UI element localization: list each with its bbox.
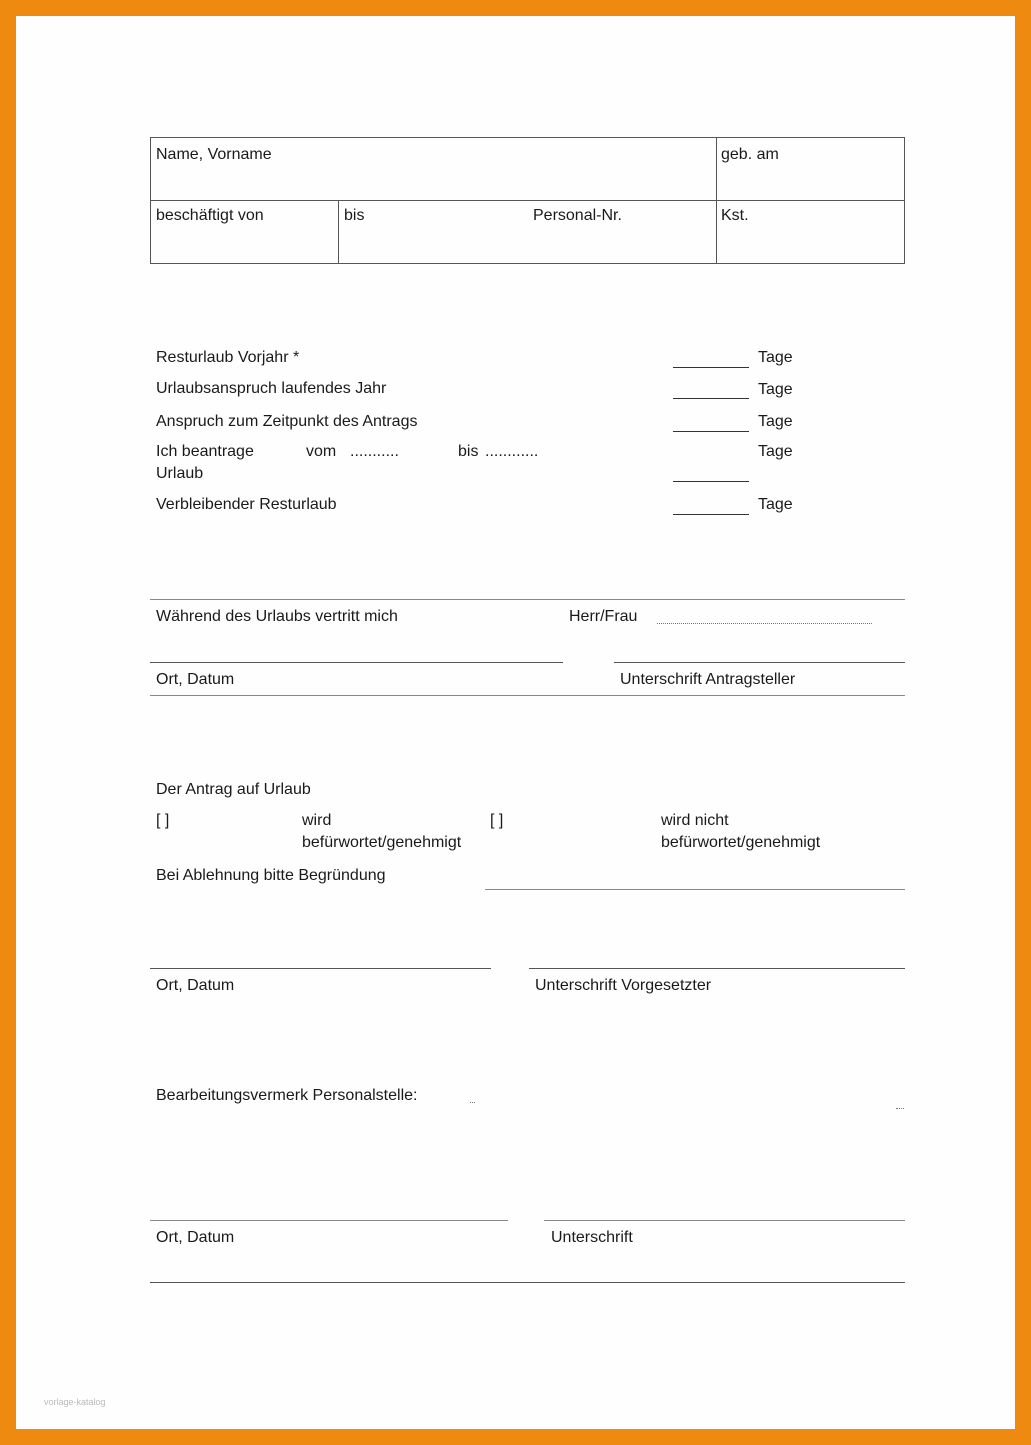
entitlement-current-blank[interactable] xyxy=(673,398,749,399)
rejection-reason-line[interactable] xyxy=(485,889,905,890)
approved-label-line1: wird xyxy=(302,812,332,829)
applicant-place-date-line[interactable] xyxy=(150,662,563,663)
rejection-reason-label: Bei Ablehnung bitte Begründung xyxy=(156,867,386,884)
days-unit: Tage xyxy=(758,443,793,460)
hr-signature-label: Unterschrift xyxy=(551,1229,633,1246)
entitlement-at-request-label: Anspruch zum Zeitpunkt des Antrags xyxy=(156,413,418,430)
days-unit: Tage xyxy=(758,349,793,366)
hr-place-date-line[interactable] xyxy=(150,1220,508,1221)
table-divider-right xyxy=(716,137,717,264)
applicant-signature-line[interactable] xyxy=(614,662,905,663)
entitlement-current-label: Urlaubsanspruch laufendes Jahr xyxy=(156,380,387,397)
employed-to-label: bis xyxy=(344,207,365,224)
table-border-middle xyxy=(150,200,905,201)
hr-note-dot-end xyxy=(896,1108,904,1109)
supervisor-place-date-line[interactable] xyxy=(150,968,491,969)
birth-date-label: geb. am xyxy=(721,146,779,163)
rejected-label-line2: befürwortet/genehmigt xyxy=(661,834,821,851)
remaining-vacation-label: Verbleibender Resturlaub xyxy=(156,496,337,513)
remaining-prev-year-label: Resturlaub Vorjahr * xyxy=(156,349,300,366)
cost-center-label: Kst. xyxy=(721,207,749,224)
approved-label-line2: befürwortet/genehmigt xyxy=(302,834,462,851)
substitute-person-blank[interactable] xyxy=(657,623,872,624)
substitute-person-label: Herr/Frau xyxy=(569,608,638,625)
entitlement-at-request-blank[interactable] xyxy=(673,431,749,432)
table-border-left xyxy=(150,137,151,264)
remaining-vacation-blank[interactable] xyxy=(673,514,749,515)
request-label: Ich beantrage xyxy=(156,443,254,460)
hr-note-label: Bearbeitungsvermerk Personalstelle: xyxy=(156,1087,418,1104)
section-divider xyxy=(150,599,905,600)
personnel-number-label: Personal-Nr. xyxy=(533,207,622,224)
remaining-prev-year-blank[interactable] xyxy=(673,367,749,368)
table-border-top xyxy=(150,137,905,138)
request-label-urlaub: Urlaub xyxy=(156,465,204,482)
hr-note-dot xyxy=(470,1102,475,1103)
name-label: Name, Vorname xyxy=(156,146,272,163)
table-border-right xyxy=(904,137,905,264)
table-divider-left xyxy=(338,200,339,264)
substitute-label: Während des Urlaubs vertritt mich xyxy=(156,608,398,625)
request-from-dots[interactable]: ........... xyxy=(350,443,399,460)
decision-title: Der Antrag auf Urlaub xyxy=(156,781,311,798)
section-divider xyxy=(150,695,905,696)
request-to-dots[interactable]: ............ xyxy=(485,443,539,460)
supervisor-signature-line[interactable] xyxy=(529,968,905,969)
table-border-bottom xyxy=(150,263,905,264)
days-unit: Tage xyxy=(758,381,793,398)
employed-from-label: beschäftigt von xyxy=(156,207,264,224)
bottom-divider xyxy=(150,1282,905,1283)
hr-signature-line[interactable] xyxy=(544,1220,905,1221)
supervisor-signature-label: Unterschrift Vorgesetzter xyxy=(535,977,712,994)
days-unit: Tage xyxy=(758,413,793,430)
request-from-label: vom xyxy=(306,443,337,460)
request-to-label: bis xyxy=(458,443,479,460)
applicant-place-date-label: Ort, Datum xyxy=(156,671,235,688)
rejected-label-line1: wird nicht xyxy=(661,812,729,829)
days-unit: Tage xyxy=(758,496,793,513)
supervisor-place-date-label: Ort, Datum xyxy=(156,977,235,994)
request-days-blank[interactable] xyxy=(673,481,749,482)
watermark: vorlage-katalog xyxy=(44,1397,106,1407)
rejected-checkbox[interactable]: [ ] xyxy=(490,812,504,829)
approved-checkbox[interactable]: [ ] xyxy=(156,812,170,829)
applicant-signature-label: Unterschrift Antragsteller xyxy=(620,671,796,688)
hr-place-date-label: Ort, Datum xyxy=(156,1229,235,1246)
